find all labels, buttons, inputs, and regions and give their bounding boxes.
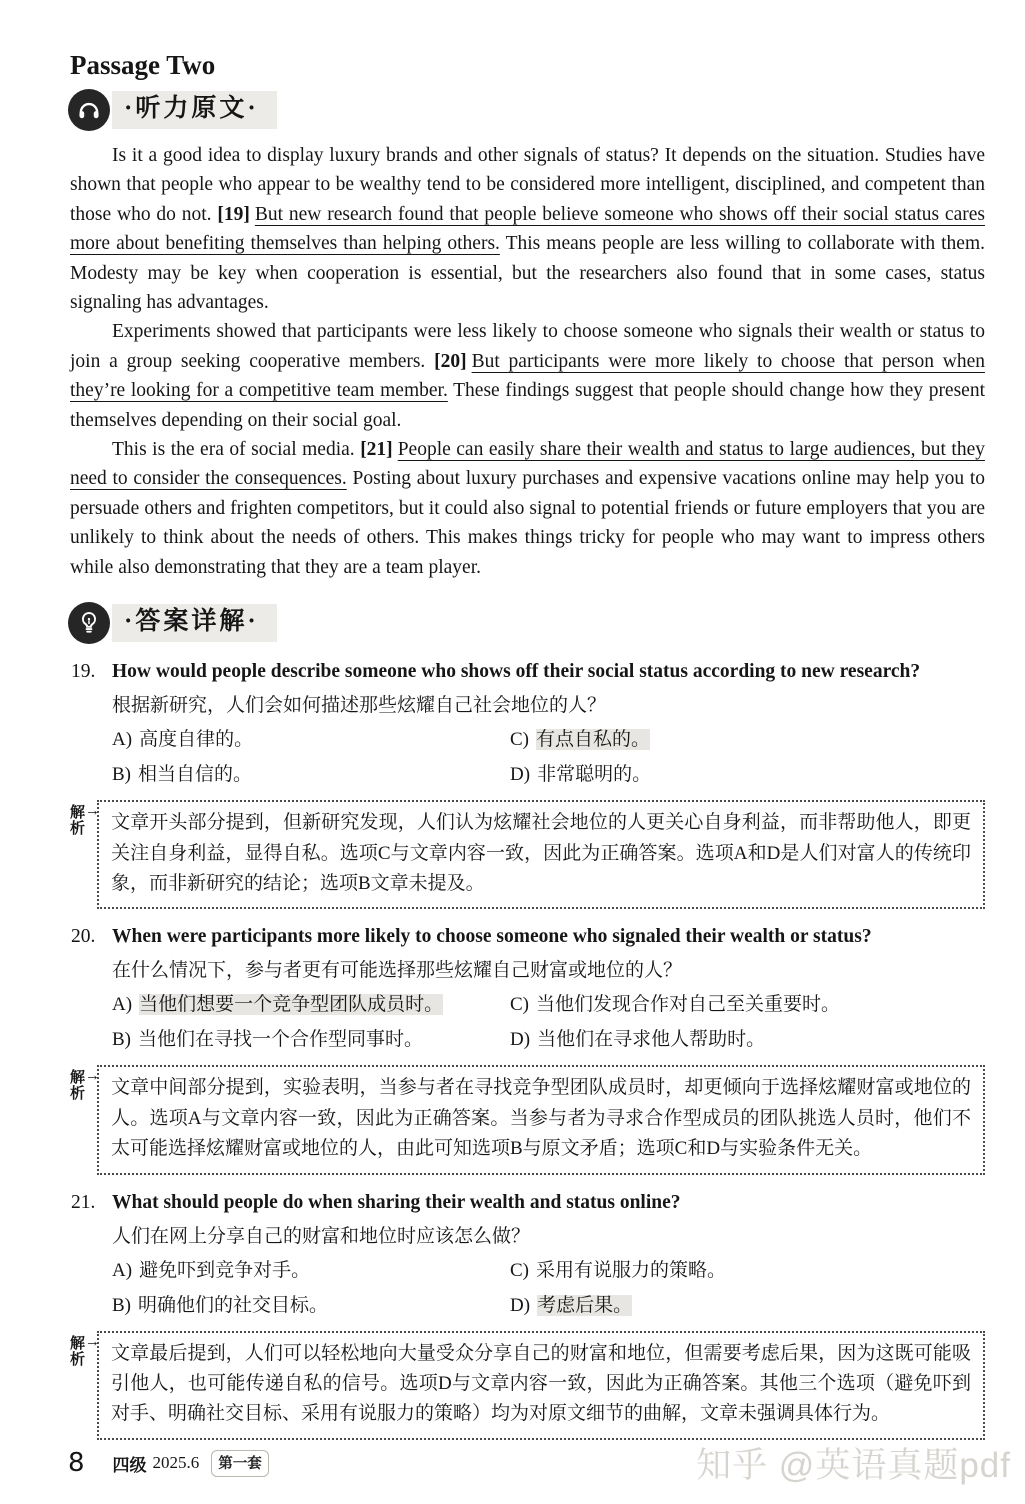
answers-section-header xyxy=(68,602,985,644)
explanation-label xyxy=(70,800,100,909)
question-row xyxy=(70,659,985,685)
underlined-key-sentence: People can easily share their wealth and status to large audiences, but they need to consider the consequences. xyxy=(70,439,985,490)
option-a xyxy=(112,991,510,1019)
option-label: A) xyxy=(112,994,133,1016)
question-text-en: What should people do when sharing their wealth and status online? xyxy=(112,1191,681,1213)
question-text-en: How would people describe someone who shows off their social status according to new research? xyxy=(112,661,921,683)
headphones-icon xyxy=(68,89,110,131)
options-grid xyxy=(112,726,985,789)
option-text: 当他们想要一个竞争型团队成员时。 xyxy=(139,994,444,1016)
options-grid xyxy=(112,991,985,1054)
listening-transcript xyxy=(70,141,985,582)
question-number: 21. xyxy=(71,1191,96,1213)
option-text: 考虑后果。 xyxy=(537,1294,633,1316)
option-c xyxy=(510,1257,985,1285)
explanation-text: 文章最后提到，人们可以轻松地向大量受众分享自己的财富和地位，但需要考虑后果，因为这既可能吸引他人，也可能传递自私的信号。选项D与文章内容一致，因此为正确答案。其他三个选项（避免吓到对手、明确社交目标、采用有说服力的策略）均为对原文细节的曲解，文章未强调具体行为。 xyxy=(97,1331,985,1440)
explanation-text: 文章中间部分提到，实验表明，当参与者在寻找竞争型团队成员时，却更倾向于选择炫耀财富或地位的人。选项A与文章内容一致，因此为正确答案。当参与者为寻求合作型成员的团队挑选人员时，他们不太可能选择炫耀财富或地位的人，由此可知选项B与原文矛盾；选项C和D与实验条件无关。 xyxy=(97,1065,985,1174)
option-label: D) xyxy=(510,764,531,786)
option-c xyxy=(510,726,985,754)
answers-section xyxy=(70,602,985,1440)
explanation-label-text: 解析 xyxy=(70,1334,86,1368)
question-text-zh: 在什么情况下，参与者更有可能选择那些炫耀自己财富或地位的人？ xyxy=(112,960,683,982)
question-text-zh: 人们在网上分享自己的财富和地位时应该怎么做？ xyxy=(112,1225,531,1247)
page-footer xyxy=(68,1448,269,1478)
options-grid xyxy=(112,1257,985,1320)
option-d xyxy=(510,761,985,789)
option-label: A) xyxy=(112,729,133,751)
transcript-paragraph xyxy=(70,435,985,582)
question-number: 19. xyxy=(71,661,96,683)
page-title: Passage Two xyxy=(70,50,216,80)
option-text: 当他们在寻找一个合作型同事时。 xyxy=(138,1029,424,1051)
option-c xyxy=(510,991,985,1019)
option-text: 高度自律的。 xyxy=(139,729,254,751)
question-block-21 xyxy=(70,1190,985,1440)
page-number: 8 xyxy=(68,1448,85,1478)
option-text: 当他们发现合作对自己至关重要时。 xyxy=(536,994,841,1016)
option-text: 非常聪明的。 xyxy=(537,764,652,786)
option-text: 避免吓到竞争对手。 xyxy=(139,1259,311,1281)
explanation-20 xyxy=(70,1065,985,1174)
option-label: B) xyxy=(112,764,131,786)
option-text: 当他们在寻求他人帮助时。 xyxy=(537,1029,766,1051)
option-text: 有点自私的。 xyxy=(536,729,651,751)
option-d xyxy=(510,1026,985,1054)
arrow-right-icon: → xyxy=(85,802,100,820)
underlined-key-sentence: But new research found that people believe someone who shows off their social status cares more about benefiting themselves than helping others. xyxy=(70,203,985,255)
paragraph-text: Experiments showed that participants were less likely to choose someone who signals their wealth or status to join a group seeking cooperative members. xyxy=(70,321,985,372)
question-marker: [20] xyxy=(434,350,467,372)
question-text-en: When were participants more likely to choose someone who signaled their wealth or status? xyxy=(112,926,872,948)
option-label: B) xyxy=(112,1294,131,1316)
lightbulb-icon xyxy=(68,602,110,644)
transcript-section-heading: ·听力原文· xyxy=(112,91,277,130)
question-block-19 xyxy=(70,659,985,909)
underlined-key-sentence: But participants were more likely to choose that person when they’re looking for a competitive team member. xyxy=(70,350,985,402)
question-marker: [19] xyxy=(217,203,250,225)
watermark: 知乎 @英语真题pdf xyxy=(696,1446,1011,1485)
option-b xyxy=(112,1026,510,1054)
option-b xyxy=(112,1292,510,1320)
option-text: 相当自信的。 xyxy=(138,764,253,786)
question-row xyxy=(70,924,985,950)
question-block-20 xyxy=(70,924,985,1174)
option-d xyxy=(510,1292,985,1320)
explanation-label xyxy=(70,1065,100,1174)
transcript-paragraph xyxy=(70,141,985,317)
question-number: 20. xyxy=(71,926,96,948)
paragraph-text: This is the era of social media. xyxy=(112,439,361,461)
option-label: D) xyxy=(510,1294,531,1316)
explanation-label xyxy=(70,1331,100,1440)
transcript-section-header xyxy=(68,89,985,131)
paragraph-text: Posting about luxury purchases and expensive vacations online may help you to persuade others and frighten competitors, but it could also signal to potential friends or future employers that you are unlikely to think about the needs of others. This makes things tricky for people who may want to impress others while also demonstrating that they are a team player. xyxy=(70,468,985,578)
option-a xyxy=(112,726,510,754)
paragraph-text: This means people are less willing to collaborate with them. Modesty may be key when cooperation is essential, but the researchers also found that in some cases, status signaling has advantages. xyxy=(70,233,986,314)
paragraph-text: Is it a good idea to display luxury brands and other signals of status? It depends on the situation. Studies have shown that people who appear to be wealthy tend to be considered more intelligent, disciplined, and competent than those who do not. xyxy=(70,145,985,225)
arrow-right-icon: → xyxy=(85,1332,100,1350)
explanation-label-text: 解析 xyxy=(70,1069,86,1103)
question-text-zh: 根据新研究，人们会如何描述那些炫耀自己社会地位的人？ xyxy=(112,695,607,717)
book-edition-label: 四级 xyxy=(112,1455,147,1475)
option-label: C) xyxy=(510,729,529,751)
explanation-text: 文章开头部分提到，但新研究发现，人们认为炫耀社会地位的人更关心自身利益，而非帮助他人，即更关注自身利益，显得自私。选项C与文章内容一致，因此为正确答案。选项A和D是人们对富人的传统印象，而非新研究的结论；选项B文章未提及。 xyxy=(97,800,985,909)
option-label: B) xyxy=(112,1029,131,1051)
arrow-right-icon: → xyxy=(85,1067,100,1085)
option-label: D) xyxy=(510,1029,531,1051)
option-text: 明确他们的社交目标。 xyxy=(138,1294,329,1316)
explanation-19 xyxy=(70,800,985,909)
paragraph-text: These findings suggest that people should change how they present themselves depending on their social goal. xyxy=(70,380,985,431)
question-row xyxy=(70,1190,985,1216)
option-a xyxy=(112,1257,510,1285)
option-label: A) xyxy=(112,1259,133,1281)
option-label: C) xyxy=(510,1259,529,1281)
option-b xyxy=(112,761,510,789)
question-marker: [21] xyxy=(360,439,393,461)
option-label: C) xyxy=(510,994,529,1016)
transcript-paragraph xyxy=(70,317,985,435)
book-date-label: 2025.6 xyxy=(152,1453,200,1472)
explanation-label-text: 解析 xyxy=(70,804,86,838)
explanation-21 xyxy=(70,1331,985,1440)
answers-section-heading: ·答案详解· xyxy=(112,604,277,643)
set-badge: 第一套 xyxy=(211,1450,269,1477)
option-text: 采用有说服力的策略。 xyxy=(536,1259,727,1281)
